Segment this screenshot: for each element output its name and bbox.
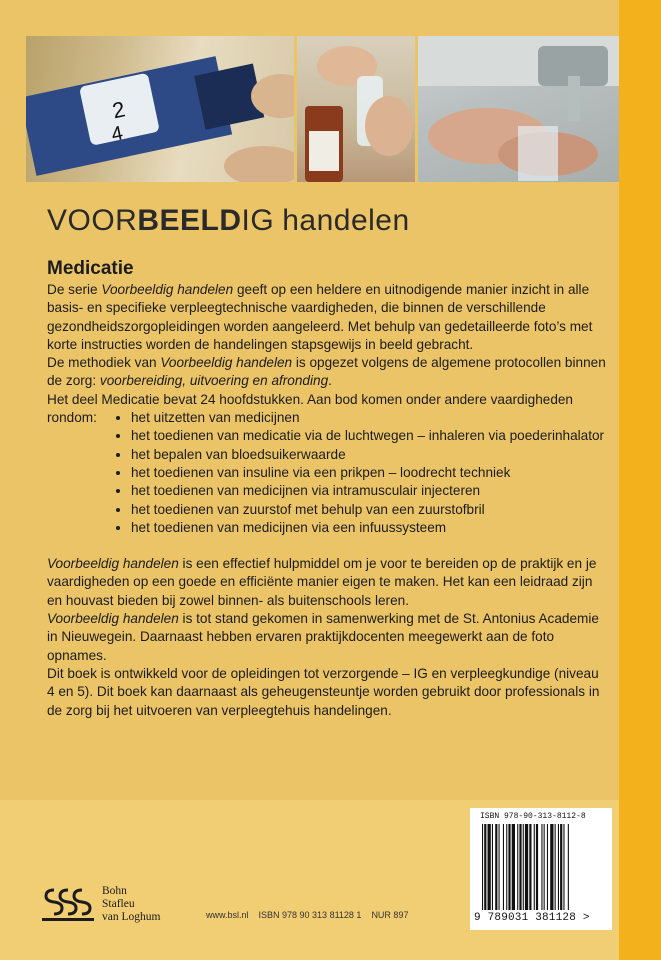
headline-voor: VOOR [47, 204, 138, 237]
medicine-bottle-photo [297, 36, 415, 182]
publisher-line: Bohn [102, 884, 127, 897]
back-cover-text [47, 281, 607, 720]
series-name: Voorbeeldig handelen [47, 611, 179, 627]
website-link[interactable]: www.bsl.nl [206, 910, 249, 920]
phases-text: voorbereiding, uitvoering en afronding [99, 373, 329, 389]
text-fragment: De serie [47, 282, 102, 297]
list-item: • het toedienen van medicijnen via intramusculair injecteren [131, 482, 604, 500]
headline-beeld: BEELD [137, 204, 242, 237]
publisher-line: van Loghum [102, 910, 161, 923]
series-name: Voorbeeldig handelen [101, 282, 234, 297]
text-fragment: is opgezet volgens de algemene protocollen binnen de zorg: [47, 355, 606, 389]
skills-list [131, 409, 604, 537]
isbn-text: ISBN 978 90 313 81128 1 [258, 910, 362, 920]
series-headline [47, 204, 410, 238]
barcode [470, 808, 612, 930]
headline-ig: IG [241, 204, 275, 237]
list-item: • het toedienen van insuline via een prikpen – loodrecht techniek [131, 464, 604, 482]
series-name: Voorbeeldig handelen [160, 355, 293, 371]
footer-meta [206, 910, 408, 920]
svg-text:2: 2 [110, 96, 128, 124]
spacer [47, 537, 607, 555]
text-fragment: geeft op een heldere en uitnodigende manier inzicht in alle basis- en specifieke verpleegtechnische vaardigheden, die binnen de verschillende gezondheidszorgopleidingen worden aangeleerd. Met behulp van gedetailleerde foto’s met korte instructies worden de handelingen stapsgewijs in beeld gebracht. [47, 282, 593, 352]
list-item: • het toedienen van medicatie via de luchtwegen – inhaleren via poederinhalator [131, 427, 604, 445]
hand-washing-photo [418, 36, 619, 182]
publisher-line: Stafleu [102, 897, 135, 910]
paragraph-usefulness [47, 555, 607, 610]
insulin-pen-photo [26, 36, 294, 182]
list-item: • het toedienen van zuurstof met behulp van een zuurstofbril [131, 501, 604, 519]
text-fragment: is tot stand gekomen in samenwerking met de St. Antonius Academie in Nieuwegein. Daarnaast hebben ervaren praktijkdocenten meegewerkt aan de foto opnames. [47, 611, 599, 663]
publisher-name [102, 885, 160, 924]
text-fragment: De methodiek van [47, 355, 161, 371]
text-fragment: . [328, 373, 332, 389]
barcode-digits: 9 789031 381128 > [474, 912, 590, 924]
text-fragment: is een effectief hulpmiddel om je voor te bereiden op de praktijk en je vaardigheden op een goede en efficiënte manier eigen te maken. Het kan een leidraad zijn en houvast bieden bij zowel binnen- als buitenschools leren. [47, 556, 597, 608]
svg-text:4: 4 [109, 122, 125, 147]
section-title: Medicatie [47, 258, 134, 279]
barcode-bars [482, 824, 606, 910]
publisher-mark-icon [40, 884, 96, 924]
rondom-label: rondom: [47, 410, 97, 426]
headline-handelen: handelen [282, 204, 410, 237]
paragraph-chapters: Het deel Medicatie bevat 24 hoofdstukken. Aan bod komen onder andere vaardigheden [47, 391, 573, 407]
paragraph-audience: Dit boek is ontwikkeld voor de opleidingen tot verzorgende – IG en verpleegkundige (niveau 4 en 5). Dit boek kan daarnaast als geheugensteuntje worden gebruikt door professionals in de zorg bij het uitvoeren van verpleegtehuis handelingen. [47, 665, 600, 718]
list-item: • het toedienen van medicijnen via een infuussysteem [131, 519, 604, 537]
nur-text: NUR 897 [371, 910, 409, 920]
publisher-logo [40, 884, 160, 924]
list-item: • het bepalen van bloedsuikerwaarde [131, 446, 604, 464]
side-stripe [619, 0, 661, 960]
paragraph-intro [47, 281, 607, 354]
photo-strip [26, 36, 619, 182]
barcode-isbn: ISBN 978-90-313-8112-8 [480, 812, 586, 821]
paragraph-method [47, 354, 607, 391]
list-item: • het uitzetten van medicijnen [131, 409, 604, 427]
paragraph-cooperation [47, 610, 607, 665]
series-name: Voorbeeldig handelen [47, 556, 179, 572]
skills-block [47, 409, 607, 537]
